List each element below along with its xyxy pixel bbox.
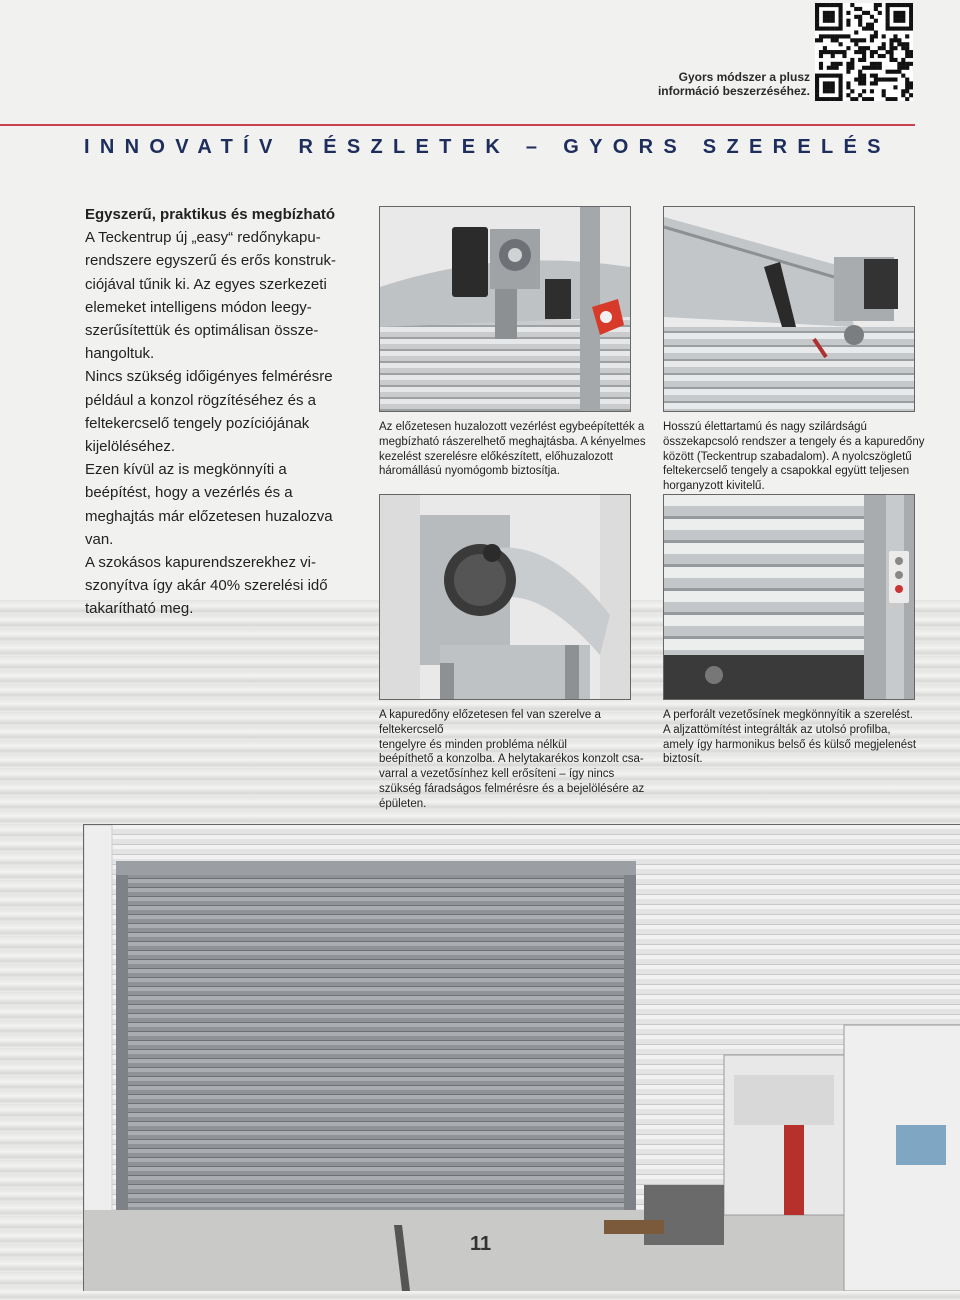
caption-line: összekapcsoló rendszer a tengely és a kapuredőny bbox=[663, 435, 925, 448]
intro-line: hangoltuk. bbox=[85, 345, 155, 363]
caption-line: között (Teckentrup szabadalom). A nyolcszögletű bbox=[663, 450, 912, 463]
photo-guide-rail bbox=[663, 494, 915, 700]
caption-line: amely így harmonikus belső és külső megjelenést bbox=[663, 738, 917, 751]
intro-line: van. bbox=[85, 530, 114, 548]
caption-line: feltekercselő tengely a csapokkal együtt teljesen bbox=[663, 465, 910, 478]
caption-coupling-system bbox=[663, 420, 943, 494]
caption-line: kezelést szerelésre előkészített, előhuzalozott bbox=[379, 450, 613, 463]
caption-line: épületen. bbox=[379, 797, 427, 810]
intro-line: például a konzol rögzítéséhez és a bbox=[85, 391, 316, 409]
caption-line: megbízható rászerelhető meghajtásba. A kényelmes bbox=[379, 435, 646, 448]
caption-line: tengelyre és minden probléma nélkül bbox=[379, 738, 567, 751]
caption-console-bracket bbox=[379, 708, 654, 812]
intro-line: kijelöléséhez. bbox=[85, 438, 176, 456]
caption-motor-drive bbox=[379, 420, 649, 479]
intro-line: A Teckentrup új „easy“ redőnykapu- bbox=[85, 229, 321, 247]
intro-line: A szokásos kapurendszerekhez vi- bbox=[85, 554, 316, 572]
qr-code[interactable] bbox=[815, 3, 913, 101]
intro-line: ciójával tűnik ki. Az egyes szerkezeti bbox=[85, 275, 327, 293]
caption-line: A perforált vezetősínek megkönnyítik a szerelést. bbox=[663, 709, 913, 721]
photo-coupling-system bbox=[663, 206, 915, 412]
intro-line: Nincs szükség időigényes felmérésre bbox=[85, 368, 333, 386]
intro-title: Egyszerű, praktikus és megbízható bbox=[85, 206, 336, 223]
qr-caption-line1: Gyors módszer a plusz bbox=[678, 70, 810, 84]
intro-line: takarítható meg. bbox=[85, 600, 194, 618]
caption-line: varral a vezetősínhez kell erősíteni – így nincs bbox=[379, 768, 615, 781]
caption-line: A aljzattömítést integrálták az utolsó profilba, bbox=[663, 723, 891, 736]
qr-caption-line2: információ beszerzéséhez. bbox=[657, 84, 810, 98]
photo-motor-drive bbox=[379, 206, 631, 412]
intro-line: beépítést, hogy a vezérlés és a bbox=[85, 484, 293, 502]
photo-industrial-hall bbox=[83, 824, 960, 1291]
intro-line: elemeket intelligens módon leegy- bbox=[85, 298, 312, 316]
caption-guide-rail bbox=[663, 708, 943, 767]
photo-console-bracket bbox=[379, 494, 631, 700]
caption-line: Hosszú élettartamú és nagy szilárdságú bbox=[663, 421, 867, 433]
header-rule bbox=[0, 124, 915, 126]
intro-text bbox=[85, 203, 350, 621]
section-heading: INNOVATÍV RÉSZLETEK – GYORS SZERELÉS bbox=[84, 136, 891, 158]
intro-line: szerűsítettük és optimálisan össze- bbox=[85, 322, 319, 340]
intro-line: Ezen kívül az is megkönnyíti a bbox=[85, 461, 287, 479]
caption-line: Az előzetesen huzalozott vezérlést egybeépítették a bbox=[379, 421, 645, 433]
caption-line: A kapuredőny előzetesen fel van szerelve a feltekercselő bbox=[379, 709, 601, 736]
caption-line: horganyzott kivitelű. bbox=[663, 480, 765, 493]
intro-line: meghajtás már előzetesen huzalozva bbox=[85, 507, 333, 525]
caption-line: biztosít. bbox=[663, 753, 703, 766]
qr-caption bbox=[620, 70, 810, 98]
caption-line: háromállású nyomógomb biztosítja. bbox=[379, 465, 560, 478]
intro-line: rendszere egyszerű és erős konstruk- bbox=[85, 252, 336, 270]
intro-line: feltekercselő tengely pozíciójának bbox=[85, 414, 310, 432]
page-number: 11 bbox=[470, 1233, 492, 1255]
caption-line: beépíthető a konzolba. A helytakarékos konzolt csa- bbox=[379, 753, 644, 766]
intro-line: szonyítva így akár 40% szerelési idő bbox=[85, 577, 328, 595]
caption-line: szükség fáradságos felmérésre és a bejelölésére az bbox=[379, 782, 645, 795]
